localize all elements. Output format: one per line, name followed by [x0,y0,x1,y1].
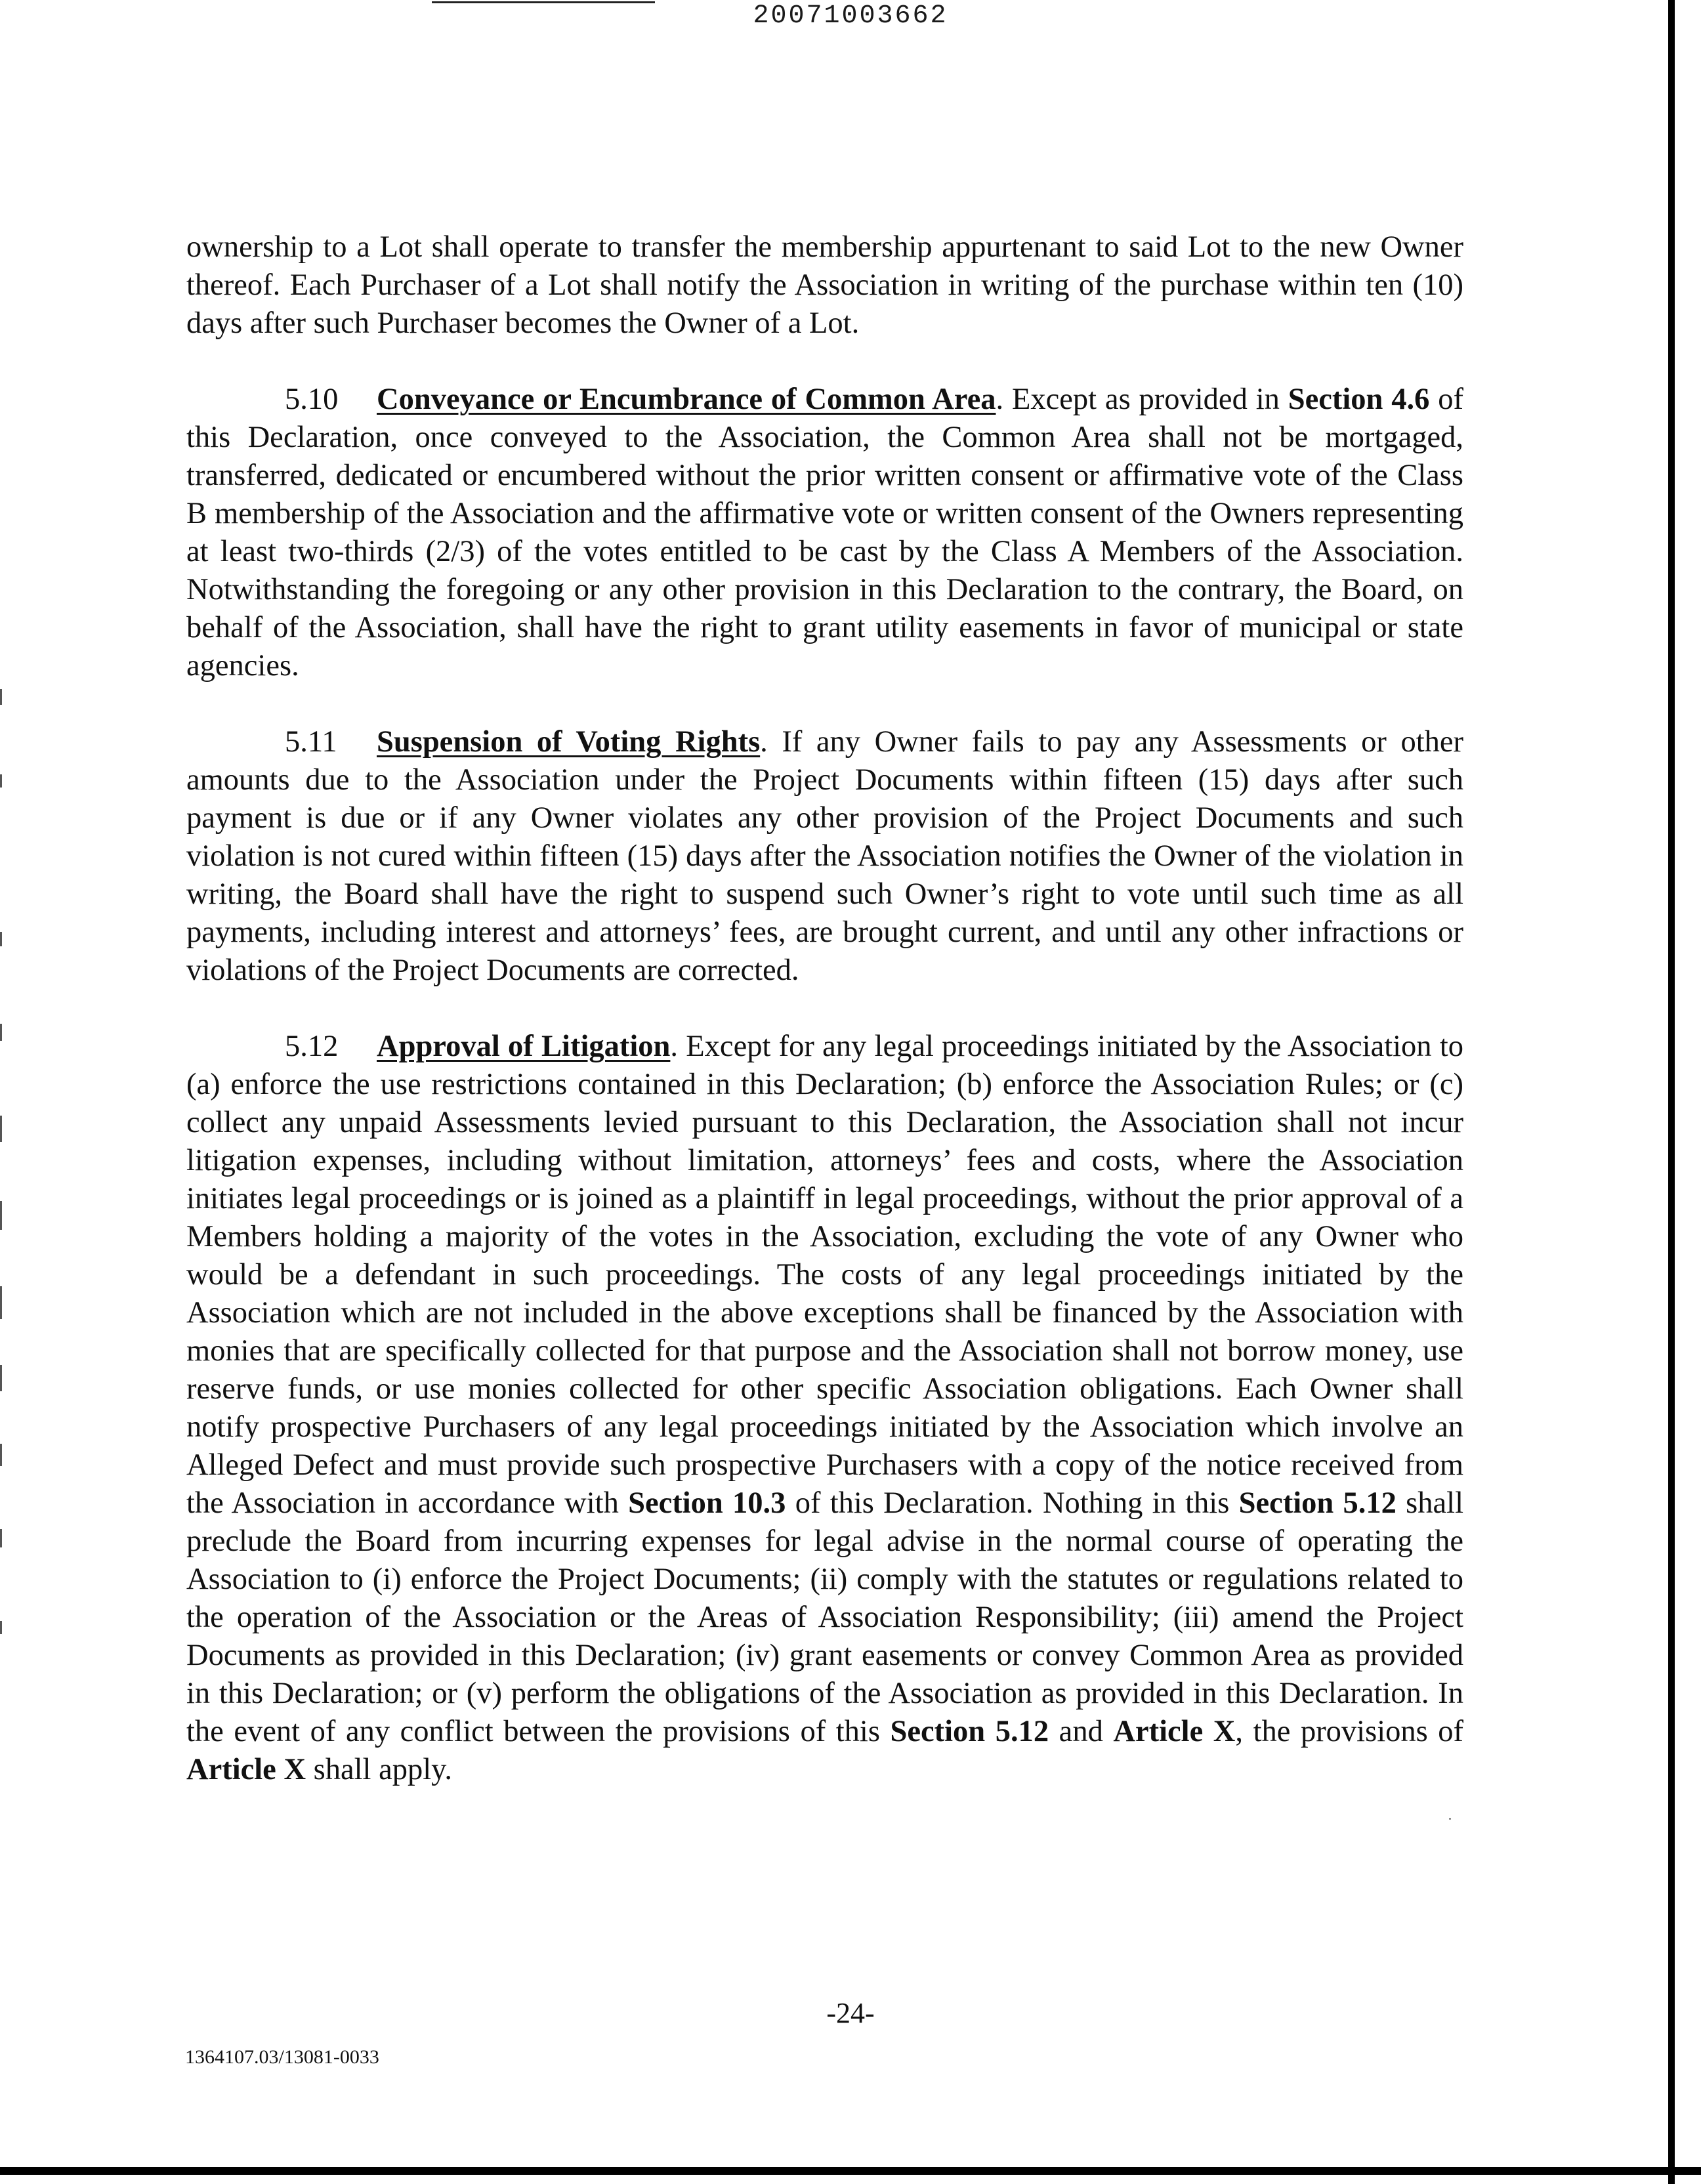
section-text: . If any Owner fails to pay any Assessments or other amounts due to the Association under the Project Documents within fifteen (15) days after such payment is due or if any Owner violates any other provision of the Project Documents and such violation is not cured within fifteen (15) days after the Association notifies the Owner of the violation in writing, the Board shall have the right to suspend such Owner’s right to vote until such time as all payments, including interest and attorneys’ fees, are brought current, and until any other infractions or violations of the Project Documents are corrected. [186,725,1463,987]
section-title: Conveyance or Encumbrance of Common Area [377,383,996,416]
continuation-text: ownership to a Lot shall operate to transfer the membership appurtenant to said Lot to the new Owner thereof. Each Purchaser of a Lot shall notify the Association in writing of the purchase within ten (10) days after such Purchaser becomes the Owner of a Lot. [186,230,1463,340]
section-text: shall apply. [306,1753,453,1786]
section-text: of this Declaration, once conveyed to the Association, the Common Area shall not be mortgaged, transferred, dedicated or encumbered without the prior written consent or affirmative vote of the Class B membership of the Association and the affirmative vote or written consent of the Owners representing at least two-thirds (2/3) of the votes entitled to be cast by the Class A Members of the Association. Notwithstanding the foregoing or any other provision in this Declaration to the contrary, the Board, on behalf of the Association, shall have the right to grant utility easements in favor of municipal or state agencies. [186,383,1463,682]
section-reference: Section 10.3 [628,1486,786,1520]
footer-document-id: 1364107.03/13081-0033 [185,2046,379,2068]
scan-border-right [1668,0,1675,2184]
section-text: of this Declaration. Nothing in this [786,1486,1239,1520]
section-text: . Except as provided in [996,383,1288,416]
section-reference: Section 5.12 [1238,1486,1396,1520]
section-number: 5.12 [285,1030,339,1063]
section-5-11 [186,723,1463,990]
section-title: Suspension of Voting Rights [377,725,761,759]
article-reference: Article X [1113,1715,1236,1748]
section-5-10 [186,381,1463,685]
document-number: 20071003662 [753,1,948,31]
scan-speck [1449,1818,1451,1820]
section-5-12 [186,1028,1463,1789]
continuation-paragraph [186,228,1463,343]
section-number: 5.11 [285,725,337,759]
section-reference: Section 5.12 [890,1715,1049,1748]
document-body [186,228,1463,1789]
section-text: and [1049,1715,1114,1748]
section-text: shall preclude the Board from incurring expenses for legal advise in the normal course of operating the Association to (i) enforce the Project Documents; (ii) comply with the statutes or regulations related to the operation of the Association or the Areas of Association Responsibility; (iii) amend the Project Documents as provided in this Declaration; (iv) grant easements or convey Common Area as provided in this Declaration; or (v) perform the obligations of the Association as provided in this Declaration. In the event of any conflict between the provisions of this [186,1486,1463,1748]
section-text: , the provisions of [1235,1715,1464,1748]
section-text: . Except for any legal proceedings initiated by the Association to (a) enforce the use restrictions contained in this Declaration; (b) enforce the Association Rules; or (c) collect any unpaid Assessments levied pursuant to this Declaration, the Association shall not incur litigation expenses, including without limitation, attorneys’ fees and costs, where the Association initiates legal proceedings or is joined as a plaintiff in legal proceedings, without the prior approval of a Members holding a majority of the votes in the Association, excluding the vote of any Owner who would be a defendant in such proceedings. The costs of any legal proceedings initiated by the Association which are not included in the above exceptions shall be financed by the Association with monies that are specifically collected for that purpose and the Association shall not borrow money, use reserve funds, or use monies collected for other specific Association obligations. Each Owner shall notify prospective Purchasers of any legal proceedings initiated by the Association which involve an Alleged Defect and must provide such prospective Purchasers with a copy of the notice received from the Association in accordance with [186,1030,1463,1520]
section-number: 5.10 [285,383,339,416]
article-reference: Article X [186,1753,306,1786]
section-reference: Section 4.6 [1288,383,1430,416]
page-number: -24- [826,1997,875,2029]
section-title: Approval of Litigation [377,1030,671,1063]
scan-border-bottom [0,2167,1701,2175]
